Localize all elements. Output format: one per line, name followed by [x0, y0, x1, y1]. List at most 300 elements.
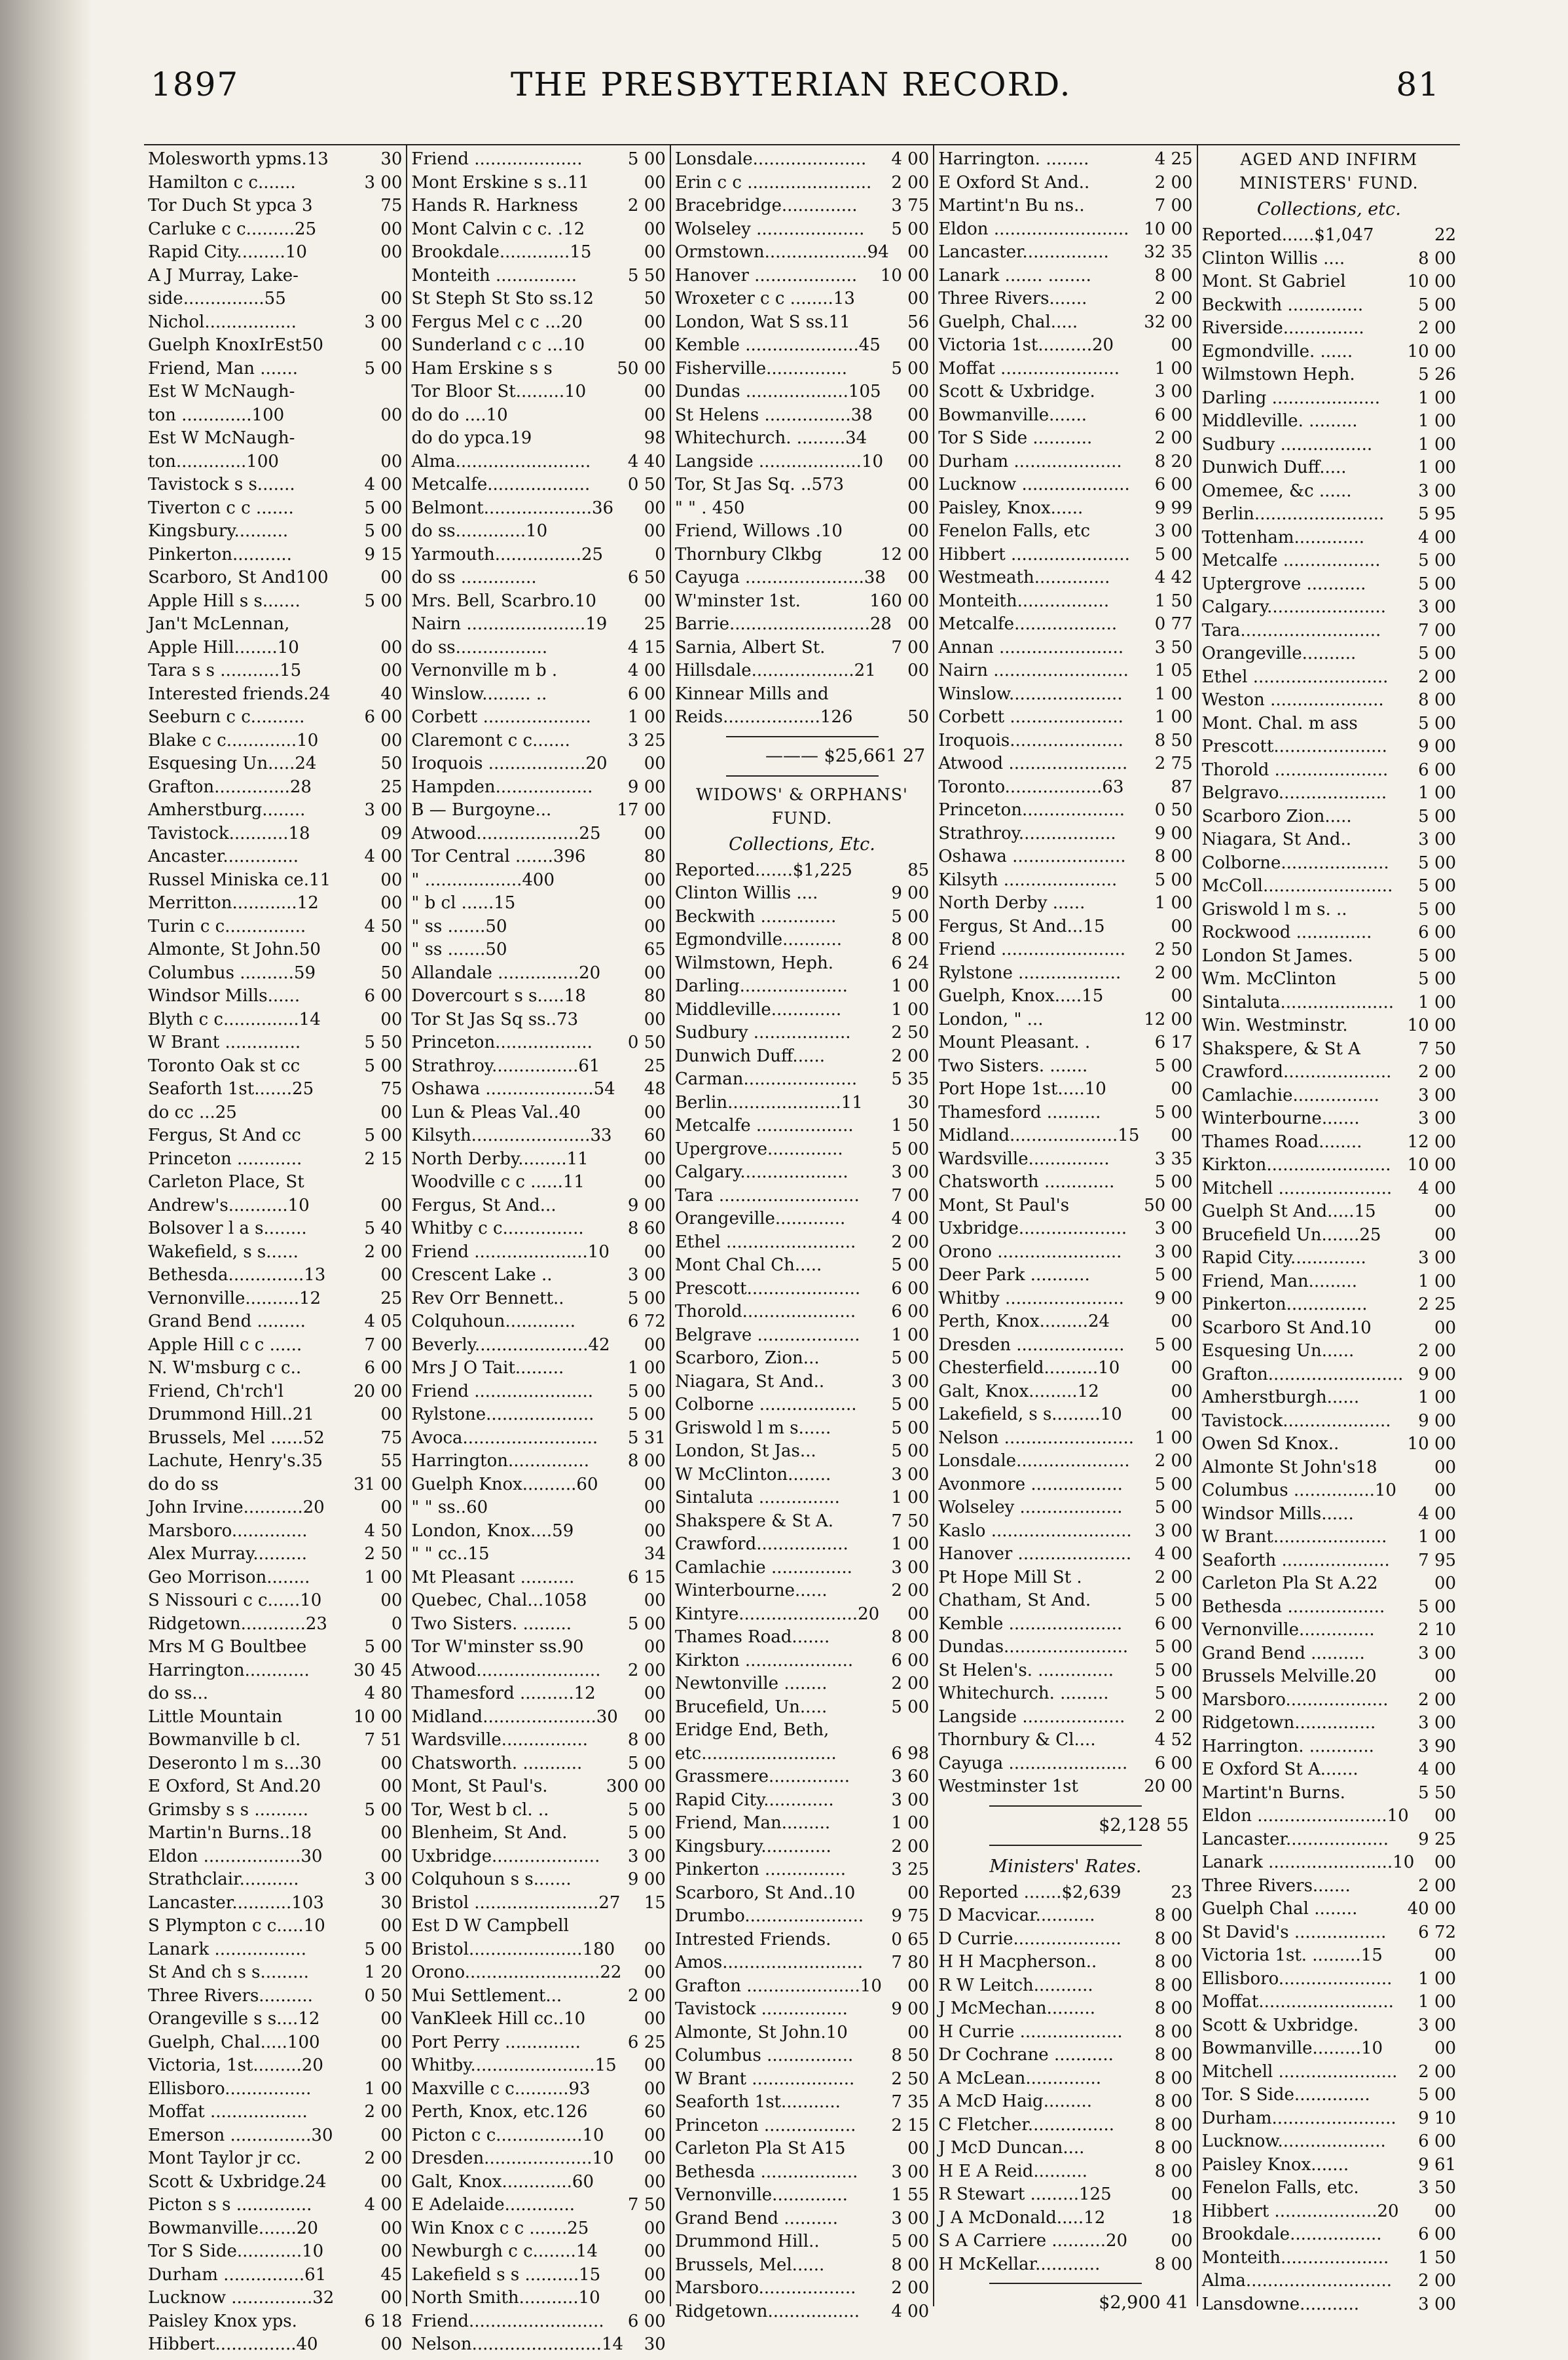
- entry-name: Sudbury .................: [1201, 434, 1373, 454]
- entry-name: Bowmanville.......20: [148, 2218, 318, 2238]
- list-item: [1202, 1689, 1456, 1712]
- entry-name: Tor, St Jas Sq. ..573: [674, 475, 845, 494]
- entry-name: Griswold l m s......: [674, 1418, 831, 1438]
- entry-amount: 1 00: [364, 2078, 403, 2099]
- entry-name: Martint'n Bu ns..: [938, 196, 1085, 215]
- entry-amount: 1 00: [891, 1488, 930, 1507]
- entry-amount: 00: [907, 405, 930, 425]
- entry-amount: 00: [1171, 1358, 1193, 1378]
- entry-amount: 34: [644, 1544, 666, 1564]
- entry-amount: 10 00: [1407, 341, 1457, 361]
- entry-name: Thamesford ..........12: [411, 1684, 596, 1703]
- list-item: [938, 473, 1192, 497]
- entry-name: E Oxford St And..: [938, 172, 1090, 193]
- entry-amount: 8 00: [1418, 690, 1457, 710]
- list-item: [938, 1997, 1192, 2021]
- entry-amount: 3 00: [1418, 2015, 1457, 2035]
- entry-amount: 5 00: [627, 1288, 666, 1308]
- entry-amount: 00: [644, 2241, 666, 2261]
- entry-name: Guelph, Knox.....15: [938, 986, 1104, 1006]
- list-item: [1202, 689, 1456, 712]
- entry-name: B — Burgoyne...: [411, 800, 552, 820]
- list-item: [411, 1729, 665, 1752]
- entry-name: Iroquois ..................20: [411, 754, 608, 773]
- list-item: [411, 1148, 665, 1171]
- list-item: [1202, 1293, 1456, 1317]
- list-item: [148, 845, 402, 869]
- entry-name: Amherstburgh......: [1201, 1388, 1360, 1407]
- entry-amount: 50: [907, 707, 930, 727]
- list-item: [675, 1510, 929, 1534]
- entry-amount: 9 00: [1154, 1288, 1193, 1308]
- list-item: [938, 380, 1192, 404]
- entry-name: do do ....10: [411, 405, 508, 425]
- entry-name: Tavistock s s.......: [148, 475, 295, 494]
- entry-name: Carleton Pla St A.22: [1201, 1574, 1378, 1593]
- entry-name: St And ch s s.........: [148, 1963, 309, 1982]
- list-item: [938, 1357, 1192, 1380]
- entry-amount: 7 95: [1418, 1550, 1457, 1570]
- entry-amount: 00: [644, 1684, 666, 1703]
- entry-name: Dundas ...................105: [674, 382, 881, 401]
- entry-amount: 2 00: [891, 1836, 930, 1856]
- entry-amount: 2 00: [627, 1660, 666, 1680]
- list-item: [938, 334, 1192, 358]
- entry-name: Almonte, St John.10: [674, 2022, 848, 2042]
- list-item: [675, 859, 929, 883]
- entry-name: Esquesing Un......: [1201, 1341, 1355, 1361]
- list-item: [675, 1022, 929, 1045]
- entry-amount: 6 00: [364, 986, 403, 1006]
- entry-name: Mont Chal Ch.....: [674, 1255, 822, 1275]
- entry-amount: 8 50: [1154, 730, 1193, 750]
- list-item: [411, 1380, 665, 1404]
- entry-amount: 00: [380, 1591, 403, 1610]
- entry-name: Vernonville..............: [1201, 1620, 1375, 1640]
- entry-amount: 00: [1434, 1667, 1457, 1686]
- entry-name: Rapid City.........10: [148, 242, 307, 262]
- entry-name: Rylstone ...................: [938, 963, 1121, 983]
- list-item: [411, 1938, 665, 1962]
- list-item: [1202, 1270, 1456, 1294]
- entry-amount: 1 00: [891, 1534, 930, 1554]
- entry-name: " ss .......50: [411, 916, 507, 936]
- entry-name: Turin c c...............: [148, 916, 306, 936]
- entry-name: Whitechurch. .........34: [674, 428, 867, 448]
- list-item: [148, 1799, 402, 1822]
- entry-name: Grand Bend .........: [148, 1312, 306, 1331]
- entry-amount: 4 50: [364, 916, 403, 936]
- entry-amount: 00: [1171, 1405, 1193, 1424]
- entry-amount: 9 00: [1154, 823, 1193, 843]
- entry-name: Langside ...................10: [674, 451, 884, 471]
- list-item: [411, 1217, 665, 1241]
- list-item: [675, 1579, 929, 1603]
- entry-name: Thornbury & Cl....: [938, 1730, 1096, 1750]
- entry-name: Nairn .........................: [938, 661, 1129, 680]
- list-item: [411, 1171, 665, 1194]
- entry-name: Scott & Uxbridge.: [938, 382, 1095, 401]
- entry-name: Thamesford ..........: [938, 1102, 1101, 1122]
- list-item: [411, 566, 665, 590]
- list-item: [1202, 921, 1456, 945]
- list-item: [675, 906, 929, 929]
- entry-name: Blake c c.............10: [148, 730, 319, 750]
- entry-amount: 2 00: [364, 2102, 403, 2122]
- entry-name: Belgrave ...................: [674, 1325, 860, 1345]
- entry-amount: 8 00: [1154, 265, 1193, 286]
- entry-name: Scott & Uxbridge.24: [148, 2171, 327, 2192]
- entry-name: Durham ...............61: [148, 2264, 327, 2285]
- list-item: [148, 752, 402, 776]
- entry-amount: 9 00: [1418, 1410, 1457, 1431]
- list-item: [411, 1961, 665, 1985]
- list-item: [148, 683, 402, 707]
- entry-amount: 3 75: [891, 196, 930, 215]
- list-item: [938, 752, 1192, 776]
- entry-name: Scarboro, Zion...: [674, 1348, 820, 1368]
- list-item: [938, 1659, 1192, 1683]
- entry-name: St Helens ................38: [674, 405, 873, 425]
- entry-amount: 00: [907, 1976, 930, 1996]
- entry-name: Fergus, St And...15: [938, 916, 1105, 936]
- list-item: [1202, 2270, 1456, 2293]
- entry-name: Harrington............: [148, 1660, 310, 1680]
- entry-name: S A Carriere ..........20: [938, 2231, 1128, 2251]
- list-item: [1202, 2177, 1456, 2200]
- entry-amount: 3 00: [1418, 1109, 1457, 1128]
- entry-amount: 5 00: [891, 906, 930, 927]
- entry-name: Vernonville..............: [674, 2185, 848, 2205]
- entry-name: Bethesda..............13: [148, 1265, 326, 1285]
- entry-amount: 5 26: [1418, 365, 1457, 384]
- entry-name: Tavistock...........18: [148, 823, 310, 843]
- list-item: [1202, 1619, 1456, 1642]
- entry-name: Hillsdale...................21: [674, 661, 876, 680]
- list-item: [148, 2194, 402, 2217]
- entry-amount: 56: [907, 312, 930, 332]
- entry-name: Lonsdale.....................: [938, 1451, 1130, 1471]
- entry-name: Paisley, Knox......: [938, 498, 1084, 518]
- list-item: [938, 962, 1192, 986]
- list-item: [1202, 1712, 1456, 1735]
- entry-name: Three Rivers.......: [938, 289, 1087, 308]
- entry-amount: 8 00: [1154, 2161, 1193, 2181]
- entry-amount: 4 00: [1418, 527, 1457, 547]
- entry-name: Drummond Hill..: [674, 2232, 820, 2251]
- entry-amount: 00: [644, 1102, 666, 1122]
- list-item: [1202, 1642, 1456, 1666]
- entry-amount: 20 00: [1144, 1777, 1193, 1796]
- entry-amount: 3 00: [891, 1464, 930, 1484]
- entry-amount: 6 25: [627, 2032, 666, 2052]
- entry-name: Orangeville s s....12: [148, 2009, 320, 2029]
- entry-name: Guelph St And.....15: [1201, 1202, 1376, 1221]
- entry-amount: 00: [644, 219, 666, 239]
- entry-name: Mont Calvin c c. .12: [411, 219, 585, 239]
- entry-amount: 1 50: [1154, 591, 1193, 611]
- entry-name: Monteith.................: [938, 591, 1110, 611]
- entry-name: Apple Hill s s.......: [148, 591, 301, 611]
- list-item: [1202, 363, 1456, 387]
- entry-amount: 5 00: [1154, 544, 1193, 564]
- entry-amount: 5 00: [1154, 1056, 1193, 1076]
- entry-name: Brussels, Mel ......52: [148, 1428, 325, 1448]
- entry-amount: 00: [380, 1823, 403, 1843]
- list-item: [1202, 852, 1456, 876]
- entry-name: Friend ....................: [411, 149, 583, 169]
- list-item: [411, 2101, 665, 2124]
- list-item: [148, 311, 402, 335]
- entry-amount: 8 00: [1154, 2114, 1193, 2135]
- entry-amount: 6 72: [627, 1312, 666, 1331]
- list-item: [148, 1357, 402, 1380]
- entry-name: Harrington...............: [411, 1451, 589, 1471]
- list-item: [148, 659, 402, 683]
- entry-name: Emerson ...............30: [148, 2125, 333, 2145]
- section-subheading: Ministers' Rates.: [989, 1856, 1142, 1877]
- entry-amount: 3 50: [1154, 637, 1193, 657]
- list-item: [1202, 1758, 1456, 1782]
- entry-amount: [399, 1171, 402, 1194]
- entry-amount: 5 00: [1418, 295, 1457, 315]
- entry-amount: 25: [380, 1288, 403, 1308]
- entry-name: Reids..................126: [674, 707, 853, 727]
- list-item: [938, 938, 1192, 962]
- entry-amount: 00: [644, 1242, 666, 1262]
- entry-name: Mont, St Paul's: [938, 1195, 1070, 1215]
- entry-amount: 98: [644, 428, 666, 448]
- list-item: [411, 1682, 665, 1706]
- entry-name: Ridgetown............23: [148, 1613, 327, 1634]
- list-item: [938, 265, 1192, 288]
- list-item: [938, 1543, 1192, 1566]
- entry-name: Guelph Chal ........: [1201, 1899, 1358, 1919]
- list-item: [938, 1055, 1192, 1079]
- entry-amount: 75: [380, 196, 403, 215]
- entry-amount: 2 00: [1154, 963, 1193, 983]
- entry-name: Tor S Side ...........: [938, 428, 1093, 448]
- entry-name: Hibbert ...................20: [1201, 2201, 1399, 2221]
- entry-amount: 5 00: [627, 149, 666, 169]
- list-item: [411, 2171, 665, 2194]
- entry-name: Fergus, St And cc: [148, 1126, 301, 1145]
- list-item: [675, 1626, 929, 1650]
- entry-amount: 8 60: [627, 1219, 666, 1238]
- entry-amount: 3 60: [891, 1767, 930, 1786]
- entry-name: Strathclair...........: [148, 1870, 299, 1889]
- list-item: [148, 613, 402, 636]
- entry-name: J McMechan.........: [938, 1999, 1096, 2018]
- entry-amount: 2 00: [891, 172, 930, 193]
- entry-name: Alex Murray..........: [148, 1544, 308, 1564]
- list-item: [411, 520, 665, 544]
- entry-amount: 5 00: [1418, 806, 1457, 826]
- list-item: [148, 2333, 402, 2357]
- entry-name: Tor. S Side..............: [1201, 2085, 1370, 2105]
- entry-name: Woodville c c ......11: [411, 1172, 585, 1192]
- entry-amount: 00: [380, 893, 403, 913]
- entry-amount: 3 00: [891, 1371, 930, 1392]
- entry-name: Alma...........................: [1201, 2271, 1393, 2291]
- list-item: [148, 1287, 402, 1311]
- entry-name: Esquesing Un.....24: [148, 754, 317, 773]
- entry-name: Shakspere & St A.: [674, 1511, 834, 1531]
- list-item: [938, 1078, 1192, 1101]
- entry-amount: 45: [380, 2264, 403, 2285]
- list-item: [675, 2184, 929, 2207]
- entry-name: Tiverton c c .......: [148, 498, 294, 518]
- entry-name: Kilsyth .....................: [938, 870, 1118, 890]
- list-item: [1202, 1061, 1456, 1084]
- list-item: [411, 311, 665, 335]
- list-item: [1202, 945, 1456, 968]
- entry-amount: 00: [380, 2241, 403, 2261]
- entry-name: Est W McNaugh-: [148, 382, 295, 401]
- entry-amount: 4 00: [891, 149, 930, 169]
- entry-name: Chesterfield..........10: [938, 1358, 1120, 1378]
- entry-amount: 8 00: [1154, 847, 1193, 866]
- entry-amount: 4 00: [891, 2301, 930, 2321]
- entry-name: Lanark .......................10: [1201, 1853, 1415, 1872]
- list-item: [148, 1868, 402, 1892]
- entry-amount: 00: [644, 312, 666, 332]
- entry-name: A J Murray, Lake-: [148, 265, 299, 286]
- header-title: THE PRESBYTERIAN RECORD.: [511, 65, 1072, 103]
- entry-name: Ham Erskine s s: [411, 358, 553, 378]
- page-number: 81: [1396, 65, 1440, 103]
- entry-name: Kemble .....................45: [674, 335, 881, 355]
- list-item: [1202, 666, 1456, 690]
- entry-name: Middleville.............: [674, 999, 842, 1020]
- list-item: [675, 473, 929, 497]
- divider: [726, 736, 879, 737]
- list-item: [148, 218, 402, 242]
- list-item: [1202, 294, 1456, 318]
- list-item: [1202, 712, 1456, 736]
- list-item: [675, 311, 929, 335]
- entry-amount: 2 00: [1154, 172, 1193, 193]
- entry-amount: 00: [644, 754, 666, 773]
- list-item: [1202, 875, 1456, 898]
- entry-amount: 00: [1434, 1853, 1457, 1872]
- entry-amount: 1 50: [891, 1116, 930, 1135]
- list-item: [1202, 2293, 1456, 2317]
- entry-name: Dunwich Duff.....: [1201, 458, 1347, 477]
- list-item: [148, 1752, 402, 1776]
- entry-amount: 6 00: [1418, 760, 1457, 780]
- list-item: [675, 2068, 929, 2092]
- entry-amount: 50: [380, 754, 403, 773]
- list-item: [675, 358, 929, 381]
- entry-name: Merritton............12: [148, 893, 319, 913]
- list-item: [938, 1380, 1192, 1404]
- list-item: [1202, 1596, 1456, 1619]
- list-item: [148, 287, 402, 311]
- list-item: [1202, 828, 1456, 852]
- entry-name: Lansdowne...........: [1201, 2294, 1360, 2314]
- list-item: [148, 915, 402, 939]
- entry-name: Three Rivers.......: [1201, 1875, 1351, 1896]
- entry-amount: 00: [380, 2171, 403, 2192]
- entry-name: Bethesda ..................: [1201, 1596, 1385, 1617]
- entry-name: Friend, Man .......: [148, 358, 299, 378]
- header-year: 1897: [151, 65, 240, 103]
- entry-name: Toronto..................63: [938, 777, 1124, 797]
- entry-name: Dundas.......................: [938, 1637, 1129, 1657]
- list-item: [1202, 410, 1456, 433]
- entry-name: Paisley Knox yps.: [148, 2311, 297, 2331]
- entry-amount: 1 55: [891, 2185, 930, 2205]
- list-item: [411, 1194, 665, 1218]
- entry-amount: 3 00: [1418, 1643, 1457, 1663]
- list-item: [148, 1031, 402, 1055]
- list-item: [411, 1101, 665, 1125]
- list-item: [1202, 270, 1456, 294]
- entry-amount: 00: [644, 1172, 666, 1192]
- list-item: [938, 1951, 1192, 1974]
- entry-amount: 9 00: [891, 883, 930, 903]
- entry-amount: 30: [644, 2334, 666, 2354]
- list-item: [675, 1557, 929, 1580]
- list-item: [411, 1659, 665, 1683]
- list-item: [1202, 248, 1456, 271]
- entry-name: Harrington. ........: [938, 149, 1089, 169]
- entry-amount: 1 00: [1154, 707, 1193, 727]
- entry-amount: 4 05: [364, 1312, 403, 1331]
- entry-name: Winslow.....................: [938, 684, 1123, 704]
- entry-amount: 00: [380, 730, 403, 750]
- entry-amount: 2 00: [364, 2148, 403, 2168]
- entry-amount: 5 00: [627, 1823, 666, 1843]
- list-item: [1202, 2247, 1456, 2270]
- entry-name: Geo Morrison........: [148, 1567, 310, 1587]
- entry-name: W Brant ..............: [148, 1033, 301, 1052]
- column-2: [407, 145, 670, 2354]
- list-item: [938, 1682, 1192, 1706]
- column-1: [144, 145, 407, 2354]
- list-item: [1202, 1340, 1456, 1363]
- entry-amount: [399, 427, 402, 451]
- list-item: [675, 194, 929, 218]
- entry-name: Oshawa .....................: [938, 847, 1126, 866]
- entry-amount: 25: [644, 1056, 666, 1076]
- entry-amount: 10 00: [880, 265, 930, 286]
- list-item: [148, 1124, 402, 1148]
- entry-name: Amherstburg........: [148, 800, 306, 820]
- entry-name: Camlachie ...............: [674, 1557, 852, 1577]
- entry-amount: 30: [380, 149, 403, 169]
- entry-amount: 4 00: [1154, 1544, 1193, 1564]
- entry-amount: 6 00: [1154, 405, 1193, 425]
- entry-amount: 2 00: [1418, 1689, 1457, 1710]
- list-item: [675, 1765, 929, 1789]
- list-item: [1202, 317, 1456, 341]
- entry-name: Bowmanville.......: [938, 405, 1087, 425]
- entry-amount: 4 00: [364, 475, 403, 494]
- entry-amount: 3 00: [1418, 1248, 1457, 1268]
- list-item: [938, 613, 1192, 636]
- entry-name: etc.........................: [674, 1743, 837, 1763]
- list-item: [1202, 341, 1456, 364]
- entry-amount: 00: [1171, 335, 1193, 355]
- list-item: [411, 544, 665, 567]
- entry-amount: 00: [380, 1102, 403, 1122]
- entry-name: Lancaster...........103: [148, 1892, 324, 1913]
- entry-amount: 7 00: [1154, 196, 1193, 215]
- entry-name: Tor, West b cl. ..: [411, 1799, 549, 1820]
- entry-amount: 2 75: [1154, 754, 1193, 773]
